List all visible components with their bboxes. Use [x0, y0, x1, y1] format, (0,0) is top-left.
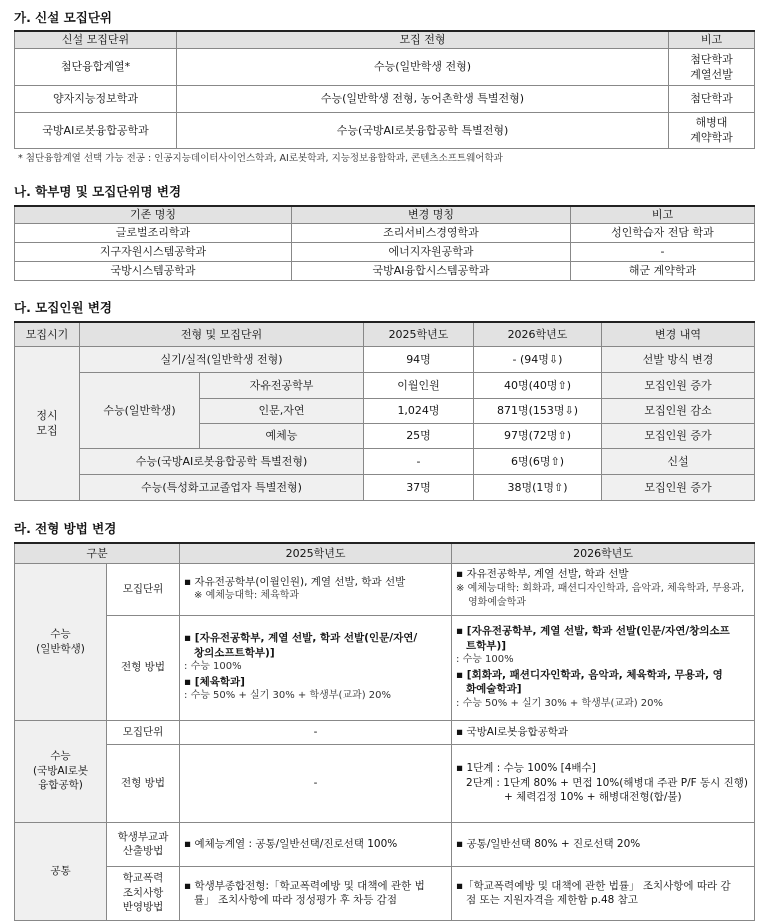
text-line: ▪ 학생부종합전형:「학교폭력예방 및 대책에 관한 법 — [184, 879, 425, 892]
text-line: 영화예술학과 — [468, 597, 526, 609]
section-title-quota: 다. 모집인원 변경 — [14, 300, 112, 315]
col-header: 2026학년도 — [474, 322, 602, 346]
text-line: ※ 예체능대학: 회화과, 패션디자인학과, 음악과, 체육학과, 무용과, — [456, 582, 745, 594]
text-line: ▪ [자유전공학부, 계열 선발, 학과 선발(인문/자연/ — [184, 632, 418, 645]
cell-2025: ▪ 예체능계열 : 공통/일반선택/진로선택 100% — [180, 822, 452, 866]
cell-note — [669, 112, 755, 148]
col-header: 2025학년도 — [180, 543, 452, 563]
table-row — [15, 866, 755, 920]
cell-type: 수능(국방AI로봇융합공학 특별전형) — [177, 112, 669, 148]
label-line: 학교폭력 — [122, 872, 164, 885]
cell-2025: - — [364, 448, 474, 474]
cell-2025: 37명 — [364, 474, 474, 500]
text-line: 2단계 : 1단계 80% + 면접 10%(해병대 주관 P/F 동시 진행) — [466, 776, 749, 789]
col-header: 기존 명칭 — [15, 206, 292, 223]
note-line: 계약학과 — [690, 131, 733, 144]
cell-2026 — [452, 744, 755, 822]
cell-2025: 이월인원 — [364, 372, 474, 398]
cell-2026: 40명(40명⇧) — [474, 372, 602, 398]
table-row — [15, 85, 755, 112]
cell-old: 글로벌조리학과 — [15, 223, 292, 242]
col-header: 변경 내역 — [602, 322, 755, 346]
text-line: : 수능 100% — [184, 661, 242, 673]
section-title-method: 라. 전형 방법 변경 — [14, 521, 117, 536]
table-row — [15, 615, 755, 720]
text-line: 화예술학과] — [466, 683, 522, 695]
text-line: ※ 예체능대학: 체육학과 — [194, 590, 300, 601]
group-line: 수능 — [50, 750, 71, 763]
table-row — [15, 346, 755, 372]
table-row — [15, 563, 755, 615]
cell-unit: 수능(특성화고교졸업자 특별전형) — [80, 474, 364, 500]
cell-2026: - (94명⇩) — [474, 346, 602, 372]
cell-unit: 실기/실적(일반학생 전형) — [80, 346, 364, 372]
col-header: 신설 모집단위 — [15, 31, 177, 48]
cell-2026 — [452, 866, 755, 920]
col-header: 구분 — [15, 543, 180, 563]
text-line: ▪ [체육학과] — [184, 675, 245, 688]
sub-unit-label: 모집단위 — [107, 720, 180, 744]
sub-method-label: 전형 방법 — [107, 744, 180, 822]
group-line: (일반학생) — [36, 642, 85, 655]
group-line: (국방AI로봇 — [33, 764, 88, 777]
text-line: : 수능 50% + 실기 30% + 학생부(교과) 20% — [456, 697, 663, 709]
footnote: * 첨단융합계열 선택 가능 전공 : 인공지능데이터사이언스학과, AI로봇학과, 지능정보융합학과, 콘텐츠소프트웨어학과 — [18, 153, 503, 164]
cell-change: 신설 — [602, 448, 755, 474]
cell-2025: 1,024명 — [364, 398, 474, 423]
text-line: ▪「학교폭력예방 및 대책에 관한 법률」 조치사항에 따라 감 — [456, 879, 731, 892]
cell-change: 모집인원 증가 — [602, 423, 755, 448]
group-line: 수능 — [50, 628, 71, 640]
table-row — [15, 261, 755, 280]
quota-table — [14, 321, 755, 501]
cell-unit: 인문,자연 — [200, 398, 364, 423]
col-header: 비고 — [669, 31, 755, 48]
cell-2025: 94명 — [364, 346, 474, 372]
cell-2026: 38명(1명⇧) — [474, 474, 602, 500]
note-line: 계열선발 — [690, 67, 733, 81]
cell-old: 지구자원시스템공학과 — [15, 242, 292, 261]
cell-change: 모집인원 증가 — [602, 474, 755, 500]
cell-note: 성인학습자 전담 학과 — [571, 223, 755, 242]
method-table — [14, 542, 755, 921]
table-row — [15, 720, 755, 744]
col-header: 2025학년도 — [364, 322, 474, 346]
text-line: : 수능 50% + 실기 30% + 학생부(교과) 20% — [184, 690, 391, 702]
note-line: 해병대 — [695, 116, 728, 129]
table-row — [15, 744, 755, 822]
cell-unit: 양자지능정보학과 — [15, 85, 177, 112]
table-row — [15, 474, 755, 500]
label-line: 조치사항 — [122, 886, 164, 899]
cell-2026: 871명(153명⇩) — [474, 398, 602, 423]
cell-2025 — [180, 615, 452, 720]
text-line: 창의소프트학부)] — [194, 646, 275, 659]
table-row — [15, 112, 755, 148]
cell-2025: - — [180, 744, 452, 822]
cell-2026 — [452, 615, 755, 720]
col-header: 모집시기 — [15, 322, 80, 346]
col-header: 비고 — [571, 206, 755, 223]
text-line: ▪ 자유전공학부, 계열 선발, 학과 선발 — [456, 568, 629, 581]
cell-2026: ▪ 공통/일반선택 80% + 진로선택 20% — [452, 822, 755, 866]
cell-type: 수능(일반학생 전형, 농어촌학생 특별전형) — [177, 85, 669, 112]
cell-change: 선발 방식 변경 — [602, 346, 755, 372]
cell-change: 모집인원 증가 — [602, 372, 755, 398]
col-header: 2026학년도 — [452, 543, 755, 563]
table-row — [15, 448, 755, 474]
cell-unit: 예체능 — [200, 423, 364, 448]
text-line: ▪ [회화과, 패션디자인학과, 음악과, 체육학과, 무용과, 영 — [456, 668, 723, 681]
cell-suneung: 수능(일반학생) — [80, 372, 200, 448]
text-line: 률」 조치사항에 따라 정성평가 후 차등 감점 — [194, 894, 397, 906]
cell-2026 — [452, 563, 755, 615]
text-line: + 체력검정 10% + 해병대전형(합/불) — [504, 791, 682, 804]
col-header: 전형 및 모집단위 — [80, 322, 364, 346]
label-line: 반영방법 — [122, 901, 164, 914]
sub-unit-label: 모집단위 — [107, 563, 180, 615]
period-line: 정시 — [36, 409, 58, 422]
label-line: 학생부교과 — [117, 830, 169, 843]
cell-2026: ▪ 국방AI로봇융합공학과 — [452, 720, 755, 744]
group-suneung-defense — [15, 720, 107, 822]
table-row — [15, 223, 755, 242]
text-line: : 수능 100% — [456, 654, 514, 665]
cell-unit: 첨단융합계열* — [15, 48, 177, 85]
cell-period — [15, 346, 80, 500]
cell-new: 국방AI융합시스템공학과 — [292, 261, 571, 280]
cell-note: 해군 계약학과 — [571, 261, 755, 280]
group-common: 공통 — [15, 822, 107, 920]
period-line: 모집 — [36, 424, 58, 437]
sub-calc-label — [107, 822, 180, 866]
text-line: ▪ [자유전공학부, 계열 선발, 학과 선발(인문/자연/창의소프 — [456, 625, 730, 637]
cell-2025: 25명 — [364, 423, 474, 448]
sub-violence-label — [107, 866, 180, 920]
table-row — [15, 48, 755, 85]
note-line: 첨단학과 — [690, 52, 733, 66]
cell-unit: 자유전공학부 — [200, 372, 364, 398]
group-line: 융합공학) — [38, 779, 83, 792]
col-header: 모집 전형 — [177, 31, 669, 48]
rename-table — [14, 205, 755, 281]
label-line: 산출방법 — [122, 845, 164, 857]
cell-note — [669, 48, 755, 85]
col-header: 변경 명칭 — [292, 206, 571, 223]
cell-new: 에너지자원공학과 — [292, 242, 571, 261]
cell-2025: - — [180, 720, 452, 744]
cell-type: 수능(일반학생 전형) — [177, 48, 669, 85]
cell-2025 — [180, 866, 452, 920]
cell-unit: 국방AI로봇융합공학과 — [15, 112, 177, 148]
cell-2025 — [180, 563, 452, 615]
table-row — [15, 822, 755, 866]
group-suneung-general — [15, 563, 107, 720]
text-line: 점 또는 지원자격을 제한함 p.48 참고 — [466, 894, 638, 906]
cell-new: 조리서비스경영학과 — [292, 223, 571, 242]
cell-note: - — [571, 242, 755, 261]
cell-unit: 수능(국방AI로봇융합공학 특별전형) — [80, 448, 364, 474]
table-row — [15, 242, 755, 261]
table-row — [15, 372, 755, 398]
text-line: 트학부)] — [466, 639, 507, 652]
cell-old: 국방시스템공학과 — [15, 261, 292, 280]
sub-method-label: 전형 방법 — [107, 615, 180, 720]
cell-2026: 6명(6명⇧) — [474, 448, 602, 474]
cell-note: 첨단학과 — [669, 85, 755, 112]
section-title-new-units: 가. 신설 모집단위 — [14, 10, 112, 25]
new-units-table — [14, 30, 755, 149]
text-line: ▪ 자유전공학부(이월인원), 계열 선발, 학과 선발 — [184, 575, 406, 588]
text-line: ▪ 1단계 : 수능 100% [4배수] — [456, 762, 596, 775]
cell-change: 모집인원 감소 — [602, 398, 755, 423]
section-title-rename: 나. 학부명 및 모집단위명 변경 — [14, 184, 182, 199]
cell-2026: 97명(72명⇧) — [474, 423, 602, 448]
